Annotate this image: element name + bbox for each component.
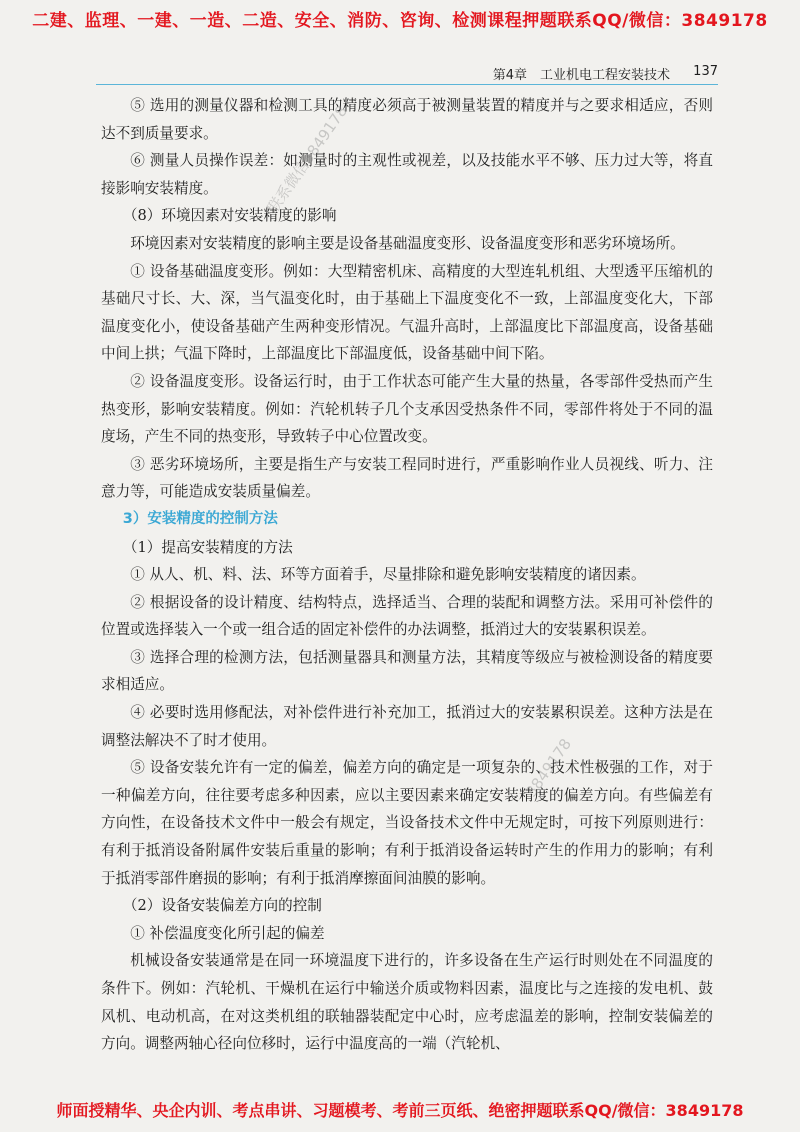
paragraph: ⑤ 选用的测量仪器和检测工具的精度必须高于被测量装置的精度并与之要求相适应，否则达不到质量要求。: [101, 97, 713, 142]
paragraph: ③ 恶劣环境场所，主要是指生产与安装工程同时进行，严重影响作业人员视线、听力、注意力等，可能造成安装质量偏差。: [101, 455, 713, 501]
paragraph: ③ 选择合理的检测方法，包括测量器具和测量方法，其精度等级应与被检测设备的精度要求相适应。: [101, 648, 713, 694]
chapter-title: 第4章 工业机电工程安装技术: [492, 68, 670, 83]
paragraph: 环境因素对安装精度的影响主要是设备基础温度变形、设备温度变形和恶劣环境场所。: [130, 234, 685, 252]
paragraph: ⑥ 测量人员操作误差：如测量时的主观性或视差，以及技能水平不够、压力过大等，将直接影响安装精度。: [101, 152, 713, 197]
paragraph: ② 根据设备的设计精度、结构特点，选择适当、合理的装配和调整方法。采用可补偿件的位置或选择装入一个或一组合适的固定补偿件的办法调整，抵消过大的安装累积误差。: [101, 593, 713, 639]
paragraph: ⑤ 设备安装允许有一定的偏差，偏差方向的确定是一项复杂的、技术性极强的工作，对于一种偏差方向，往往要考虑多种因素，应以主要因素来确定安装精度的偏差方向。有些偏差有方向性，在设备技术文件中一般会有规定，当设备技术文件中无规定时，可按下列原则进行：有利于抵消设备附属件安装后重量的影响；有利于抵消设备运转时产生的作用力的影响；有利于抵消零部件磨损的影响；有利于抵消摩擦面间油膜的影响。: [101, 759, 713, 887]
subheading: （2）设备安装偏差方向的控制: [122, 897, 322, 915]
top-banner: 二建、监理、一建、一造、二造、安全、消防、咨询、检测课程押题联系QQ/微信：3849178: [32, 11, 768, 31]
subheading: （8）环境因素对安装精度的影响: [122, 207, 337, 225]
subheading: （1）提高安装精度的方法: [122, 538, 293, 556]
bottom-banner: 师面授精华、央企内训、考点串讲、习题模考、考前三页纸、绝密押题联系QQ/微信：3849178: [56, 1101, 744, 1120]
running-header: [96, 62, 718, 85]
paragraph: ① 补偿温度变化所引起的偏差: [130, 924, 325, 942]
paragraph: ① 从人、机、料、法、环等方面着手，尽量排除和避免影响安装精度的诸因素。: [130, 566, 646, 584]
watermark: 联系微信3849178: [263, 102, 352, 217]
watermark: 3849178: [522, 735, 576, 801]
paragraph: 机械设备安装通常是在同一环境温度下进行的，许多设备在生产运行时则处在不同温度的条件下。例如：汽轮机、干燥机在运行中输送介质或物料因素，温度比与之连接的发电机、鼓风机、电动机高，在对这类机组的联轴器装配定中心时，应考虑温差的影响，控制安装偏差的方向。调整两轴心径向位移时，运行中温度高的一端（汽轮机、: [101, 952, 713, 1053]
body-text: [101, 92, 713, 1058]
paragraph: ② 设备温度变形。设备运行时，由于工作状态可能产生大量的热量，各零部件受热而产生热变形，影响安装精度。例如：汽轮机转子几个支承因受热条件不同，零部件将处于不同的温度场，产生不同的热变形，导致转子中心位置改变。: [101, 372, 713, 446]
paragraph: ④ 必要时选用修配法，对补偿件进行补充加工，抵消过大的安装累积误差。这种方法是在调整法解决不了时才使用。: [101, 704, 713, 749]
page-number: 137: [693, 64, 718, 79]
section-heading: 3）安装精度的控制方法: [122, 510, 278, 527]
paragraph: ① 设备基础温度变形。例如：大型精密机床、高精度的大型连轧机组、大型透平压缩机的基础尺寸长、大、深，当气温变化时，由于基础上下温度变化不一致，上部温度变化大，下部温度变化小，使设备基础产生两种变形情况。气温升高时，上部温度比下部温度高，设备基础中间上拱；气温下降时，上部温度比下部温度低，设备基础中间下陷。: [101, 262, 713, 363]
